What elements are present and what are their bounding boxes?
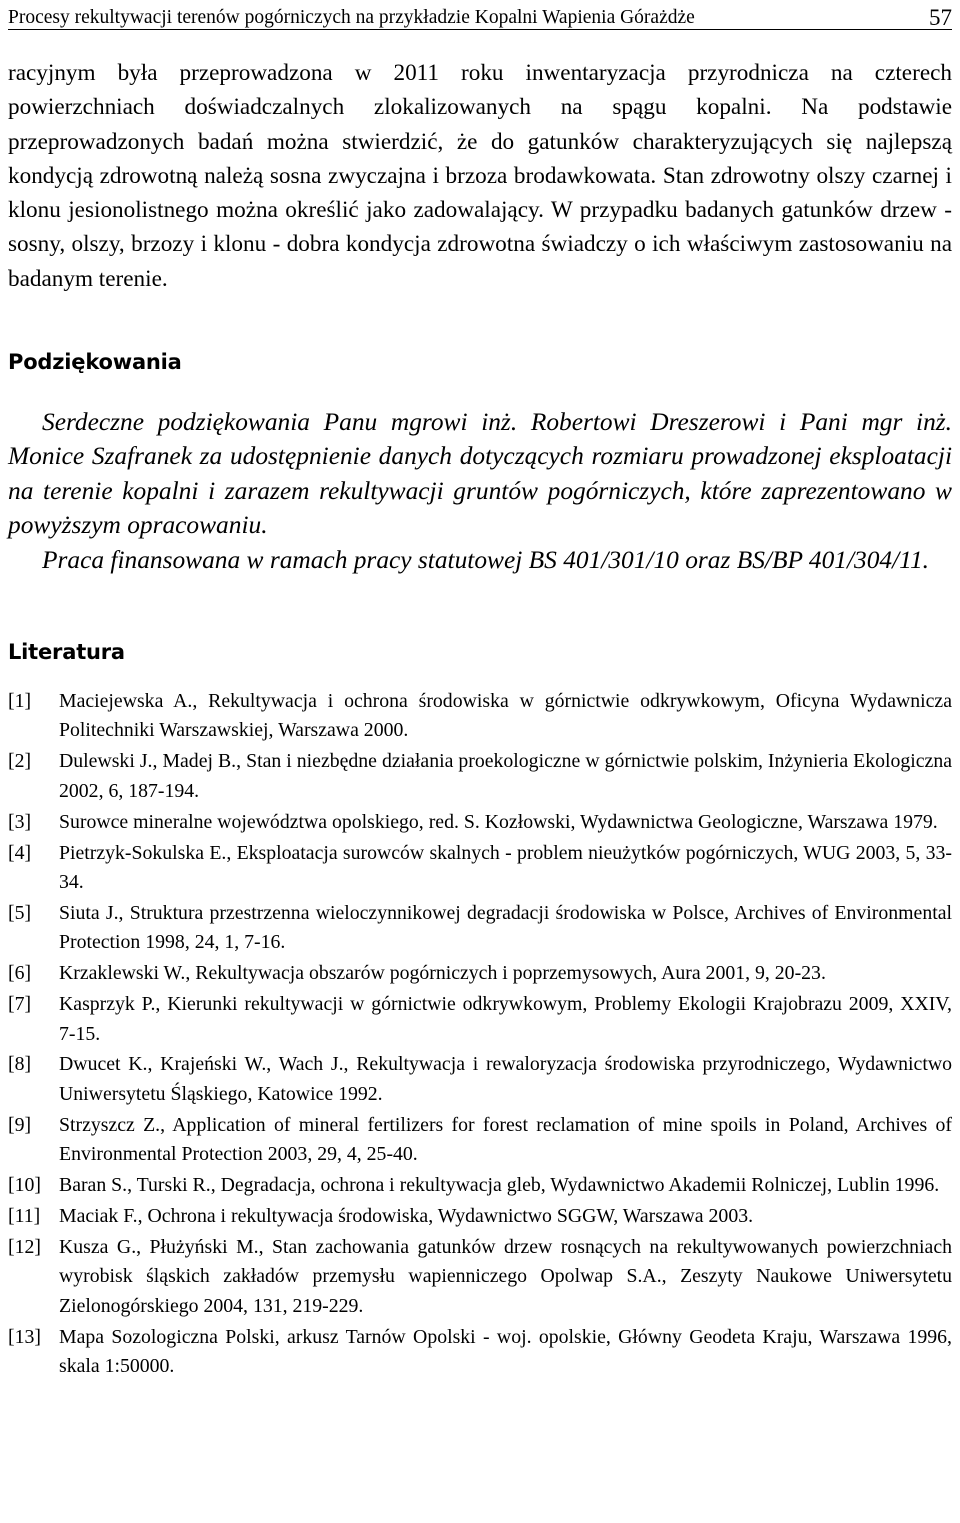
reference-text: Siuta J., Struktura przestrzenna wieloczynnikowej degradacji środowiska w Polsce, Archives of Environmental Protection 1998, 24, 1, 7-16. <box>59 901 952 954</box>
reference-number: [4] <box>8 841 32 864</box>
reference-number: [7] <box>8 993 32 1016</box>
reference-number: [5] <box>8 901 32 924</box>
literature-heading: Literatura <box>8 640 125 665</box>
reference-item <box>8 959 952 990</box>
reference-item <box>8 1202 952 1233</box>
reference-number: [12] <box>8 1236 41 1259</box>
reference-item <box>8 990 952 1050</box>
reference-text: Maciak F., Ochrona i rekultywacja środowiska, Wydawnictwo SGGW, Warszawa 2003. <box>59 1205 754 1228</box>
reference-item <box>8 1233 952 1323</box>
reference-list <box>8 687 952 1383</box>
reference-item <box>8 899 952 959</box>
acknowledgements-paragraph: Serdeczne podziękowania Panu mgrowi inż. Robertowi Dreszerowi i Pani mgr inż. Monice Szafranek za udostępnienie danych dotyczących rozmiaru prowadzonej eksploatacji na terenie kopalni i zarazem rekultywacji gruntów pogórniczych, które zaprezentowano w powyższym opracowaniu. <box>8 408 952 540</box>
reference-item <box>8 808 952 839</box>
reference-item <box>8 1111 952 1171</box>
reference-item <box>8 839 952 899</box>
reference-text: Baran S., Turski R., Degradacja, ochrona i rekultywacja gleb, Wydawnictwo Akademii Rolniczej, Lublin 1996. <box>59 1174 940 1197</box>
reference-item <box>8 1323 952 1383</box>
reference-text: Mapa Sozologiczna Polski, arkusz Tarnów Opolski - woj. opolskie, Główny Geodeta Kraju, Warszawa 1996, skala 1:50000. <box>59 1325 952 1377</box>
reference-text: Kusza G., Płużyński M., Stan zachowania gatunków drzew rosnących na rekultywowanych powierzchniach wyrobisk śląskich zakładów przemysłu wapienniczego Opolwap S.A., Zeszyty Naukowe Uniwersytetu Zielonogórskiego 2004, 131, 219-229. <box>59 1236 952 1317</box>
document-page <box>8 0 952 1383</box>
reference-text: Dulewski J., Madej B., Stan i niezbędne działania proekologiczne w górnictwie polskim, Inżynieria Ekologiczna 2002, 6, 187-194. <box>59 750 952 802</box>
body-paragraph: racyjnym była przeprowadzona w 2011 roku inwentaryzacja przyrodnicza na czterech powierzchniach doświadczalnych zlokalizowanych na spągu kopalni. Na podstawie przeprowadzonych badań można stwierdzić, że do gatunków charakteryzujących się najlepszą kondycją zdrowotną należą sosna zwyczajna i brzoza brodawkowata. Stan zdrowotny olszy czarnej i klonu jesionolistnego można określić jako zadowalający. W przypadku badanych gatunków drzew - sosny, olszy, brzozy i klonu - dobra kondycja zdrowotna świadczy o ich właściwym zastosowaniu na badanym terenie. <box>8 60 952 292</box>
reference-item <box>8 1050 952 1110</box>
reference-text: Pietrzyk-Sokulska E., Eksploatacja surowców skalnych - problem nieużytków pogórniczych, WUG 2003, 5, 33-34. <box>59 841 952 893</box>
acknowledgements-heading: Podziękowania <box>8 350 182 375</box>
running-header-title: Procesy rekultywacji terenów pogórniczych na przykładzie Kopalni Wapienia Górażdże <box>8 7 695 28</box>
reference-number: [11] <box>8 1205 41 1228</box>
reference-item <box>8 687 952 747</box>
reference-text: Dwucet K., Krajeński W., Wach J., Rekultywacja i rewaloryzacja środowiska przyrodniczego, Wydawnictwo Uniwersytetu Śląskiego, Katowice 1992. <box>59 1053 952 1105</box>
reference-number: [3] <box>8 810 32 833</box>
reference-number: [10] <box>8 1174 41 1197</box>
funding-paragraph: Praca finansowana w ramach pracy statutowej BS 401/301/10 oraz BS/BP 401/304/11. <box>42 545 930 574</box>
reference-text: Krzaklewski W., Rekultywacja obszarów pogórniczych i poprzemysowych, Aura 2001, 9, 20-23. <box>59 962 826 985</box>
reference-item <box>8 747 952 807</box>
reference-text: Kasprzyk P., Kierunki rekultywacji w górnictwie odkrywkowym, Problemy Ekologii Krajobrazu 2009, XXIV, 7-15. <box>59 993 952 1045</box>
reference-number: [13] <box>8 1325 41 1348</box>
reference-number: [9] <box>8 1113 32 1136</box>
reference-item <box>8 1171 952 1202</box>
reference-text: Surowce mineralne województwa opolskiego, red. S. Kozłowski, Wydawnictwa Geologiczne, Warszawa 1979. <box>59 810 938 833</box>
body-text <box>8 56 952 296</box>
acknowledgements-section <box>8 405 952 577</box>
reference-number: [6] <box>8 962 32 985</box>
reference-number: [8] <box>8 1053 32 1076</box>
reference-number: [2] <box>8 750 32 773</box>
reference-text: Maciejewska A., Rekultywacja i ochrona środowiska w górnictwie odkrywkowym, Oficyna Wydawnicza Politechniki Warszawskiej, Warszawa 2000. <box>59 690 952 742</box>
reference-number: [1] <box>8 690 32 713</box>
reference-text: Strzyszcz Z., Application of mineral fertilizers for forest reclamation of mine spoils in Poland, Archives of Environmental Protection 2003, 29, 4, 25-40. <box>59 1113 952 1166</box>
running-header <box>8 0 952 30</box>
page-number: 57 <box>929 5 952 30</box>
